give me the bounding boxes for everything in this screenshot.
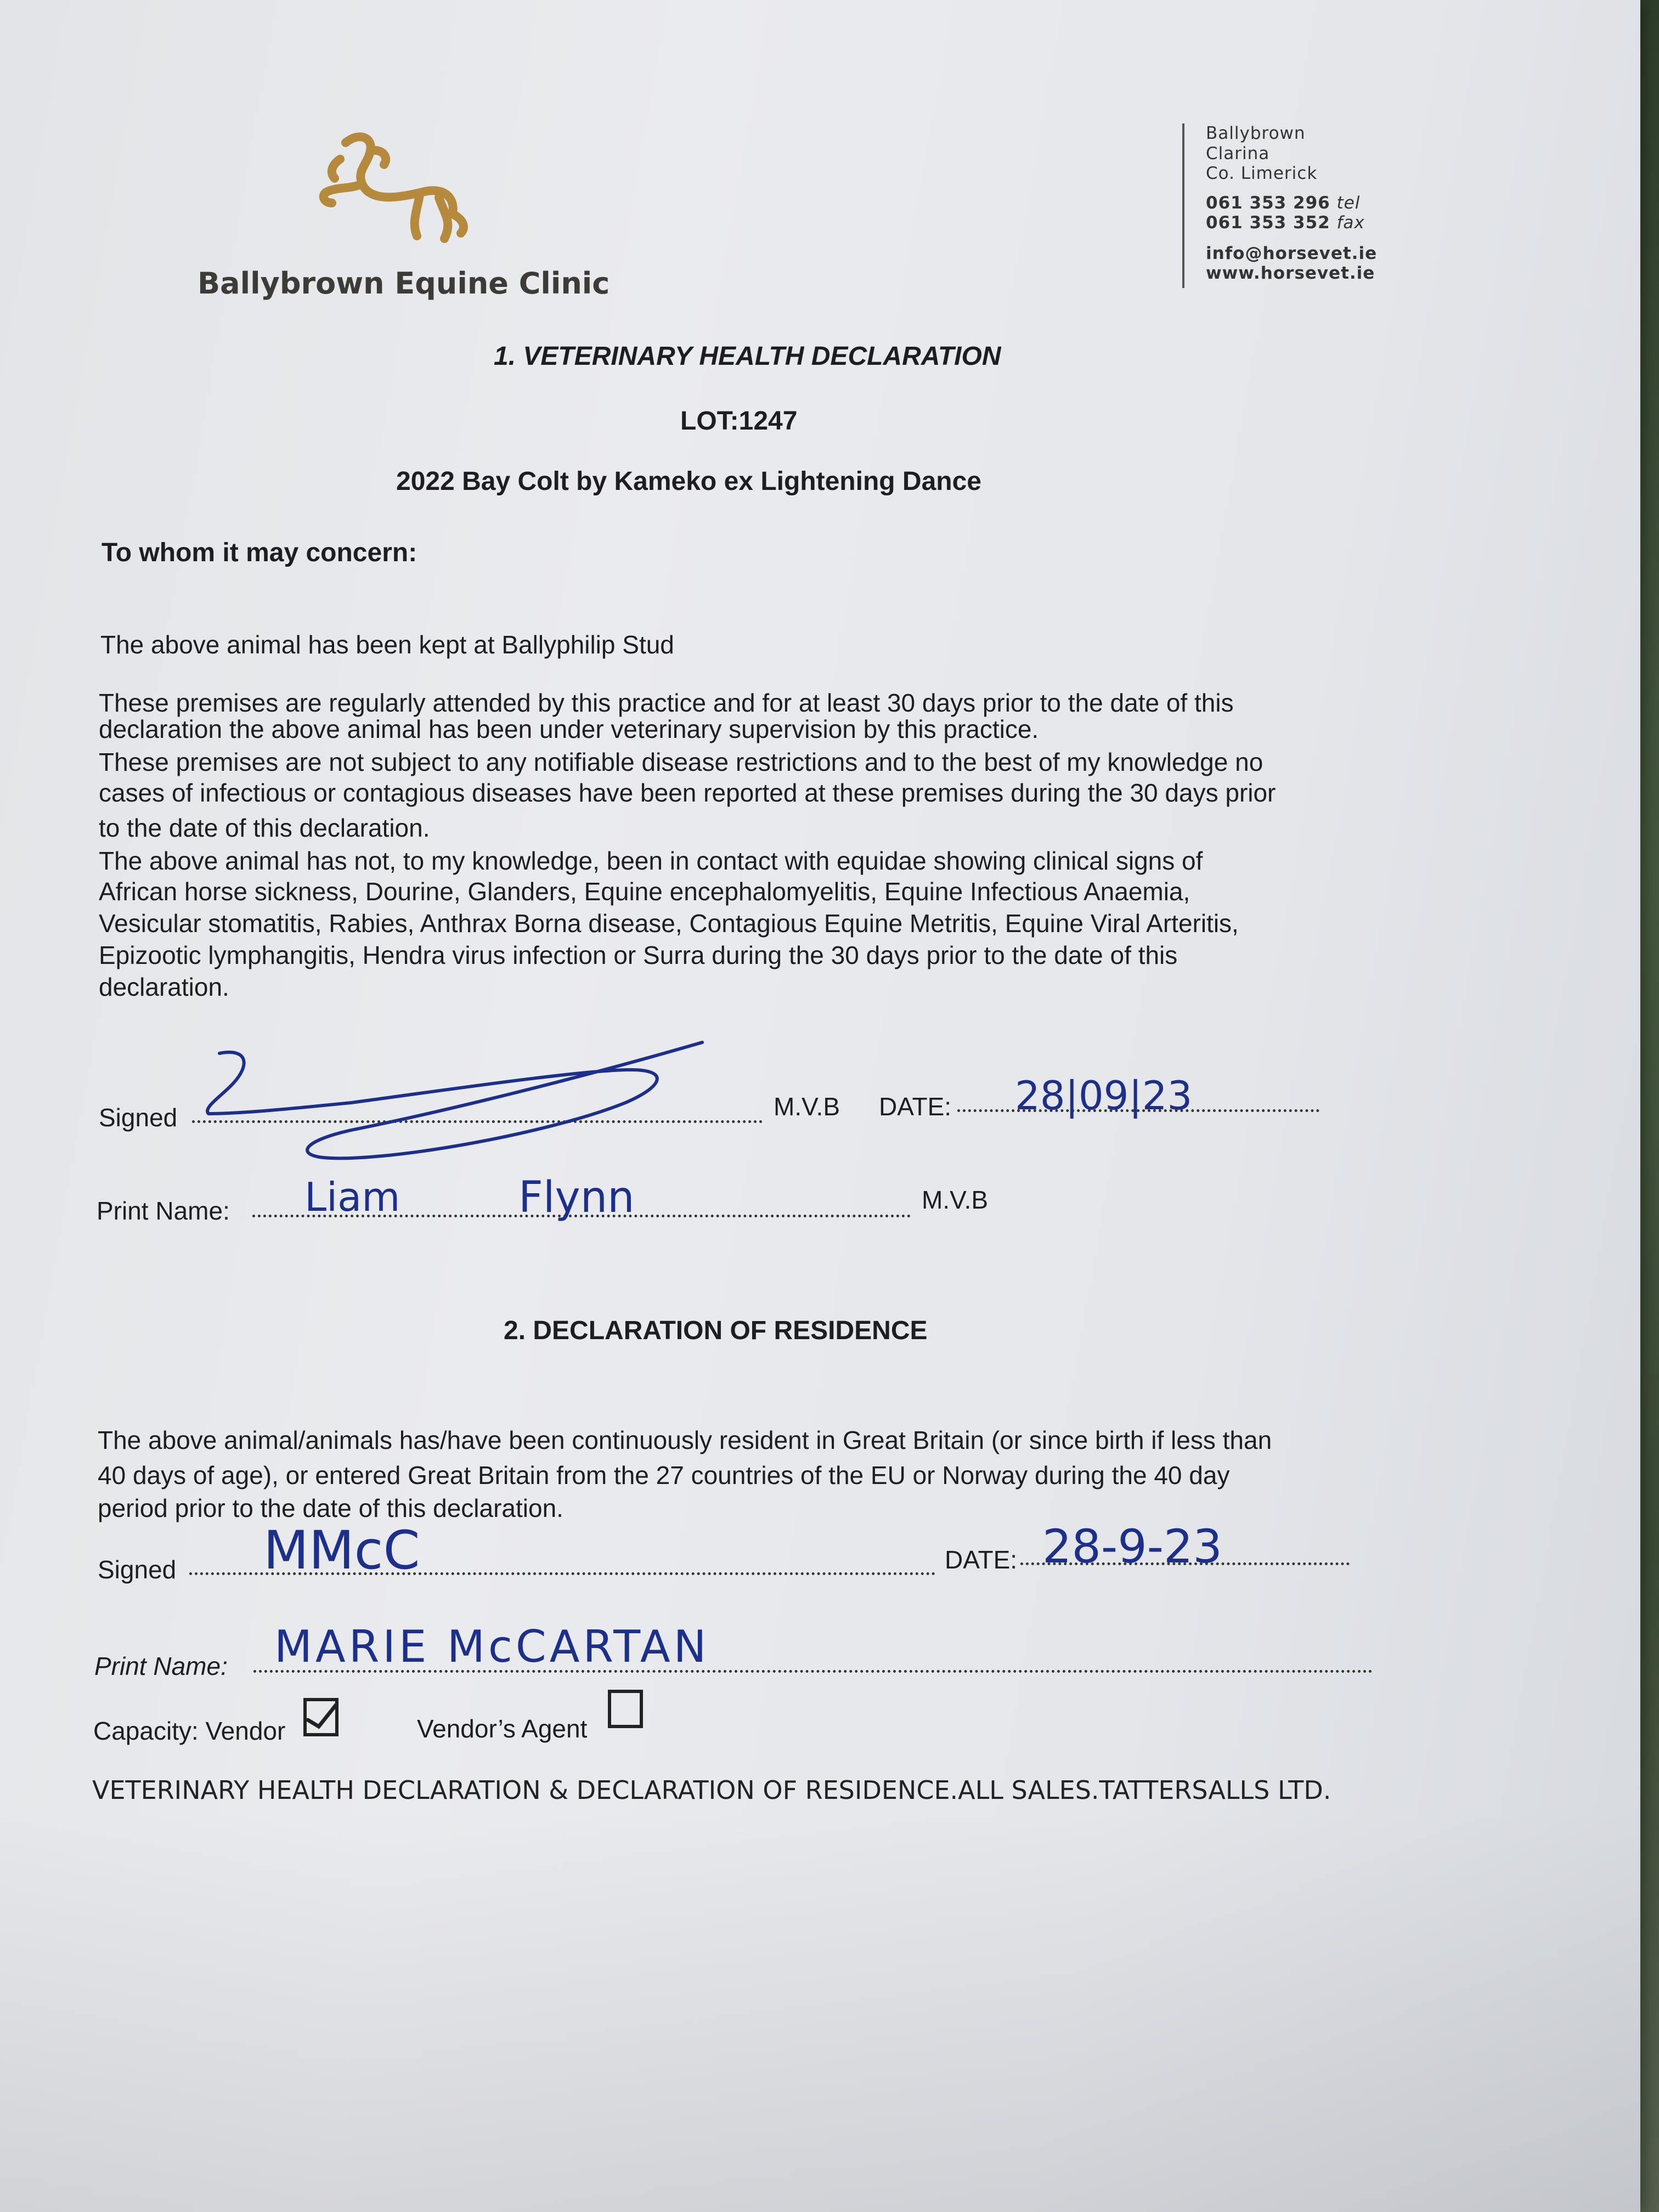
email-text: info@horsevet.ie: [1206, 244, 1378, 263]
capacity-vendor-label: Capacity: Vendor: [93, 1717, 286, 1745]
para-line-10: declaration.: [99, 973, 229, 1001]
handwritten-vendor-name: MARIE McCARTAN: [274, 1621, 710, 1672]
para-line-5: to the date of this declaration.: [99, 814, 430, 842]
print-name-label-1: Print Name:: [97, 1197, 230, 1225]
date-label-1: DATE:: [879, 1092, 952, 1121]
residence-line-2: 40 days of age), or entered Great Britain from the 27 countries of the EU or Norway during the 40 day: [98, 1461, 1230, 1489]
print-name-label-2: Print Name:: [94, 1652, 228, 1680]
handwritten-date-1: 28|09|23: [1015, 1073, 1193, 1119]
address-line-2: Clarina: [1206, 144, 1270, 163]
vet-signature: [187, 1031, 713, 1174]
residence-line-1: The above animal/animals has/have been continuously resident in Great Britain (or since birth if less than: [98, 1426, 1272, 1454]
bottom-shadow: [0, 1810, 1640, 2212]
signed-label-2: Signed: [98, 1555, 177, 1584]
salutation: To whom it may concern:: [101, 538, 417, 567]
rearing-horse-logo-icon: [307, 126, 472, 252]
horse-description: 2022 Bay Colt by Kameko ex Lightening Dance: [396, 467, 981, 496]
residence-line-3: period prior to the date of this declaration.: [98, 1494, 563, 1522]
vendor-agent-checkbox[interactable]: [608, 1690, 643, 1728]
para-line-7: African horse sickness, Dourine, Glanders, Equine encephalomyelitis, Equine Infectious Anaemia,: [99, 877, 1190, 906]
check-mark-icon: [303, 1698, 342, 1736]
vendor-signature: MMcC: [263, 1520, 420, 1581]
section2-heading: 2. DECLARATION OF RESIDENCE: [504, 1316, 928, 1345]
kept-at-text: The above animal has been kept at Ballyphilip Stud: [100, 630, 674, 659]
tel-line: [1206, 193, 1360, 213]
handwritten-first-name: Liam: [304, 1174, 400, 1220]
address-line-1: Ballybrown: [1206, 123, 1306, 143]
signed-label-1: Signed: [99, 1103, 178, 1132]
address-line-3: Co. Limerick: [1206, 163, 1318, 183]
vendor-checkbox[interactable]: [303, 1698, 338, 1736]
fax-number: 061 353 352: [1206, 213, 1330, 233]
section1-heading: 1. VETERINARY HEALTH DECLARATION: [494, 342, 1001, 371]
website-text: www.horsevet.ie: [1206, 263, 1375, 283]
address-divider: [1182, 123, 1184, 288]
footer-text: VETERINARY HEALTH DECLARATION & DECLARATION OF RESIDENCE.ALL SALES.TATTERSALLS LTD.: [92, 1775, 1331, 1805]
date-label-2: DATE:: [945, 1545, 1018, 1574]
para-line-6: The above animal has not, to my knowledge, been in contact with equidae showing clinical signs of: [99, 847, 1203, 875]
fax-label: fax: [1336, 213, 1365, 233]
fax-line: [1206, 213, 1365, 233]
tel-number: 061 353 296: [1206, 193, 1330, 213]
handwritten-last-name: Flynn: [518, 1173, 635, 1222]
handwritten-date-2: 28-9-23: [1042, 1520, 1222, 1573]
para-line-8: Vesicular stomatitis, Rabies, Anthrax Borna disease, Contagious Equine Metritis, Equine Viral Arteritis,: [99, 909, 1239, 938]
para-line-9: Epizootic lymphangitis, Hendra virus infection or Surra during the 30 days prior to the date of this: [99, 941, 1178, 969]
para-line-1: These premises are regularly attended by this practice and for at least 30 days prior to the date of this: [99, 689, 1234, 717]
vendor-agent-label: Vendor’s Agent: [417, 1714, 588, 1743]
mvb-label-1: M.V.B: [774, 1092, 840, 1121]
tel-label: tel: [1336, 193, 1361, 213]
para-line-2: declaration the above animal has been under veterinary supervision by this practice.: [99, 715, 1039, 743]
lot-number: LOT:1247: [680, 407, 798, 436]
clinic-name: Ballybrown Equine Clinic: [198, 266, 610, 301]
para-line-4: cases of infectious or contagious diseases have been reported at these premises during the 30 days prior: [99, 778, 1276, 807]
mvb-label-2: M.V.B: [922, 1186, 989, 1214]
para-line-3: These premises are not subject to any notifiable disease restrictions and to the best of my knowledge no: [99, 748, 1263, 776]
